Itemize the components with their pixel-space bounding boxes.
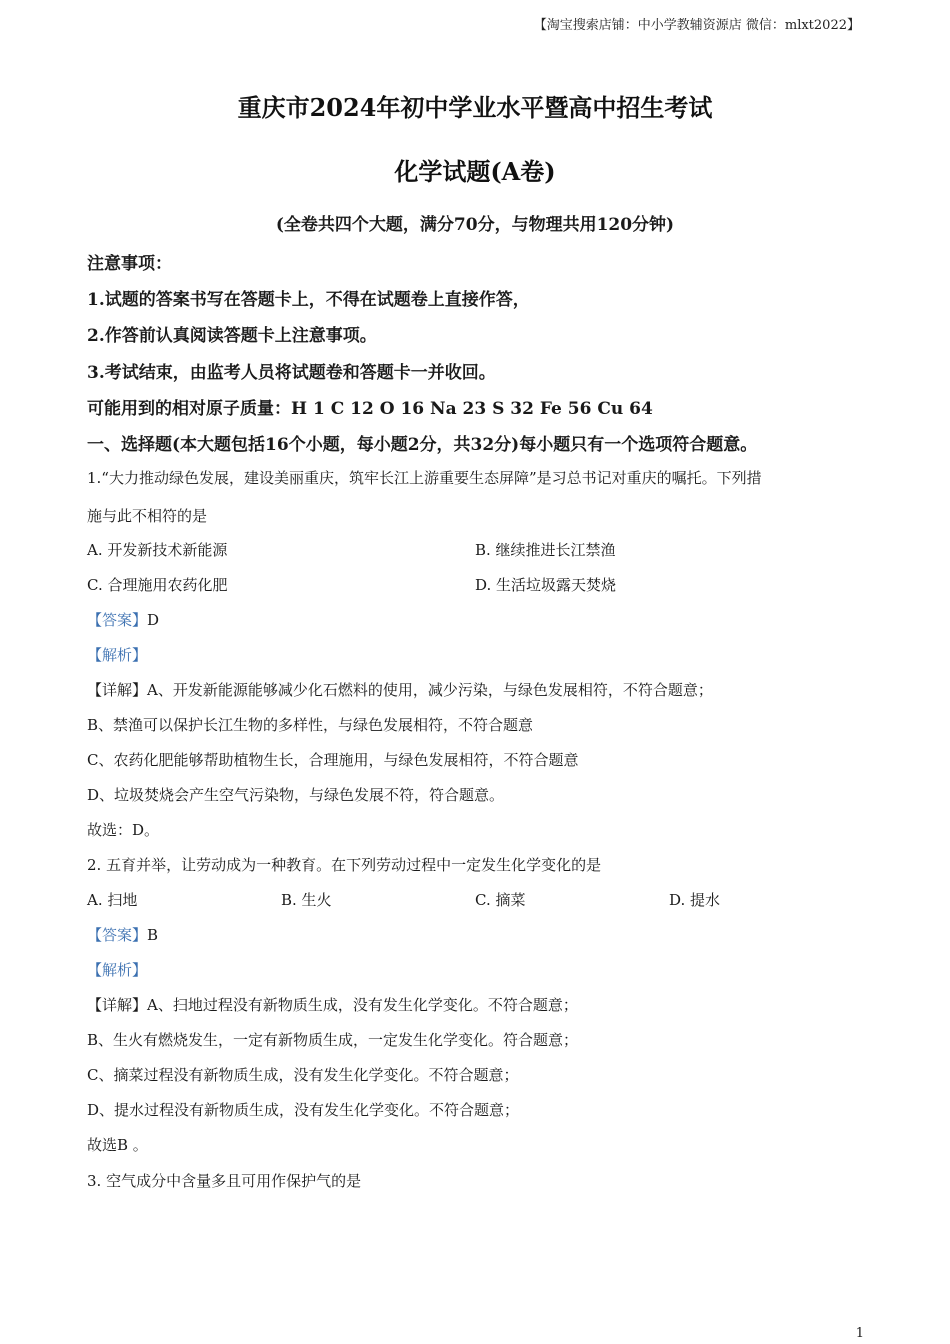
answer-tag: 【答案】 [87,926,148,944]
q2-stem: 2. 五育并举，让劳动成为一种教育。在下列劳动过程中一定发生化学变化的是 [87,856,602,874]
exam-subject-title: 化学试题(A卷) [394,157,556,186]
detail-tag: 【详解】 [87,996,148,1014]
q1-option-a: A. 开发新技术新能源 [87,541,228,559]
q1-detail-line-3: C、农药化肥能够帮助植物生长，合理施用，与绿色发展相符，不符合题意 [87,751,579,769]
q1-detail-first: A、开发新能源能够减少化石燃料的使用，减少污染，与绿色发展相符，不符合题意； [147,681,713,699]
q2-option-c: C. 摘菜 [475,891,526,909]
q2-answer-value: B [147,926,159,944]
q2-detail-line-4: D、提水过程没有新物质生成，没有发生化学变化。不符合题意； [87,1101,520,1119]
q2-option-d: D. 提水 [669,891,721,909]
q1-option-c: C. 合理施用农药化肥 [87,576,228,594]
notice-item-1: 1.试题的答案书写在答题卡上，不得在试题卷上直接作答， [87,290,530,310]
q1-answer [87,609,159,630]
notice-heading: 注意事项： [87,254,172,274]
q2-detail-line-2: B、生火有燃烧发生，一定有新物质生成，一定发生化学变化。符合题意； [87,1031,579,1049]
q2-option-b: B. 生火 [281,891,332,909]
q2-detail-line-1 [87,994,578,1015]
q2-answer [87,924,158,945]
q1-detail-line-2: B、禁渔可以保护长江生物的多样性，与绿色发展相符，不符合题意 [87,716,534,734]
q1-conclusion: 故选：D。 [87,821,160,839]
q2-detail-line-3: C、摘菜过程没有新物质生成，没有发生化学变化。不符合题意； [87,1066,519,1084]
q3-stem: 3. 空气成分中含量多且可用作保护气的是 [87,1172,362,1190]
exam-info: (全卷共四个大题，满分70分，与物理共用120分钟) [275,215,675,235]
exam-title: 重庆市2024年初中学业水平暨高中招生考试 [237,93,713,122]
section-heading: 一、选择题(本大题包括16个小题，每小题2分，共32分)每小题只有一个选项符合题意。 [87,435,758,455]
q1-answer-value: D [147,611,160,629]
notice-item-3: 3.考试结束，由监考人员将试题卷和答题卡一并收回。 [87,363,496,383]
q1-option-b: B. 继续推进长江禁渔 [475,541,616,559]
q2-analysis-tag: 【解析】 [87,961,148,979]
q2-conclusion: 故选B 。 [87,1136,148,1154]
q1-stem-line-1: 1.“大力推动绿色发展，建设美丽重庆，筑牢长江上游重要生态屏障”是习总书记对重庆的嘱托。下列措 [87,469,762,487]
detail-tag: 【详解】 [87,681,148,699]
page-number: 1 [855,1326,864,1341]
q1-detail-line-1 [87,679,713,700]
q1-stem-line-2: 施与此不相符的是 [87,507,208,525]
atomic-masses: 可能用到的相对原子质量：H 1 C 12 O 16 Na 23 S 32 Fe 56 Cu 64 [87,399,653,419]
header-note: 【淘宝搜索店铺：中小学教辅资源店 微信：mlxt2022】 [533,18,860,33]
q1-analysis-tag: 【解析】 [87,646,148,664]
q1-option-d: D. 生活垃圾露天焚烧 [475,576,617,594]
answer-tag: 【答案】 [87,611,148,629]
q1-detail-line-4: D、垃圾焚烧会产生空气污染物，与绿色发展不符，符合题意。 [87,786,505,804]
q2-detail-first: A、扫地过程没有新物质生成，没有发生化学变化。不符合题意； [147,996,578,1014]
q2-option-a: A. 扫地 [87,891,138,909]
notice-item-2: 2.作答前认真阅读答题卡上注意事项。 [87,326,377,346]
